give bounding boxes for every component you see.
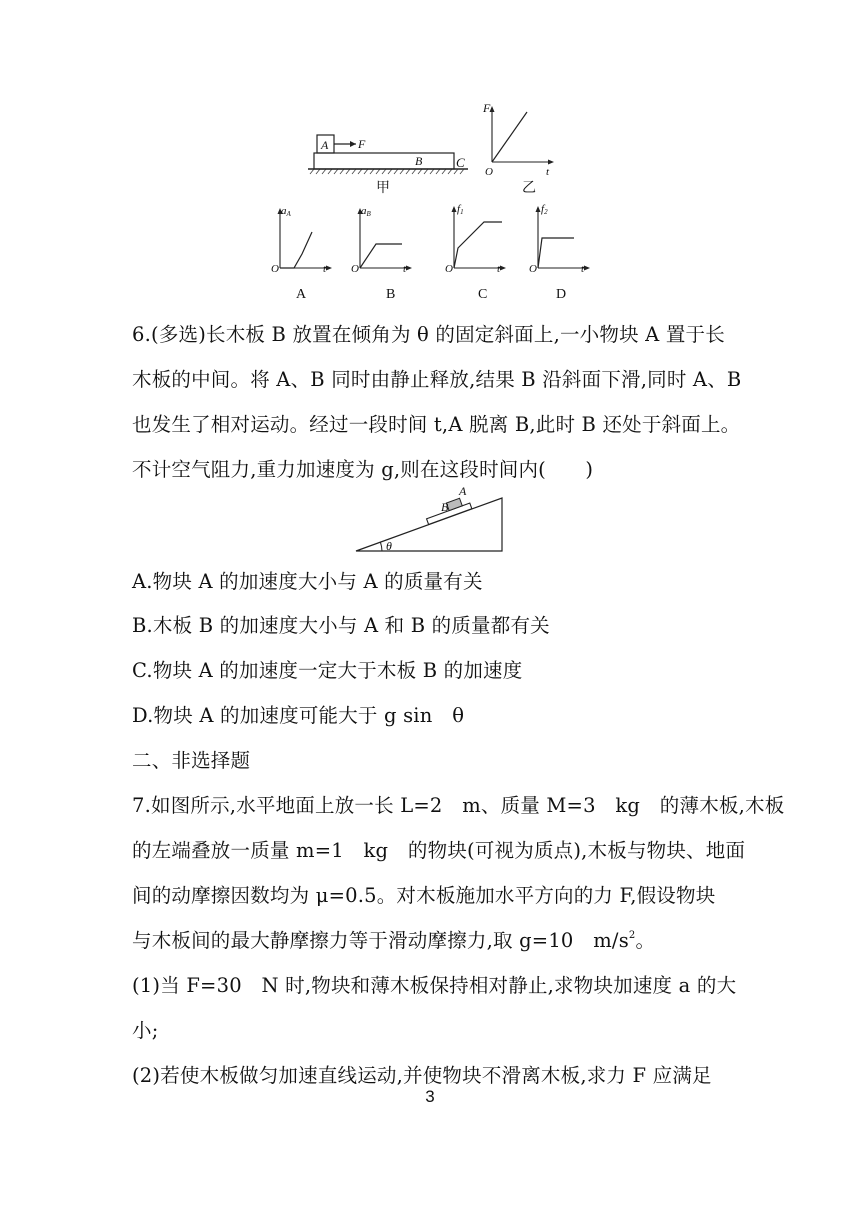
q6-line-4: 不计空气阻力,重力加速度为 g,则在这段时间内( ) xyxy=(132,458,594,481)
q6-option-c: C.物块 A 的加速度一定大于木板 B 的加速度 xyxy=(132,659,523,682)
option-a-y-axis: aA xyxy=(281,205,291,218)
incline-board-b-label: B xyxy=(441,500,449,514)
unit-superscript: 2 xyxy=(628,930,636,941)
figure-incline xyxy=(350,484,510,556)
q6-line-1: 6.(多选)长木板 B 放置在倾角为 θ 的固定斜面上,一小物块 A 置于长 xyxy=(132,323,725,346)
yi-x-axis: t xyxy=(546,166,550,178)
option-c-caption: C xyxy=(478,287,488,302)
block-a-label: A xyxy=(321,138,329,152)
q6-line-3: 也发生了相对运动。经过一段时间 t,A 脱离 B,此时 B 还处于斜面上。 xyxy=(132,413,741,436)
option-a-origin: O xyxy=(271,263,279,275)
option-graph-b xyxy=(346,198,422,306)
section-title: 二、非选择题 xyxy=(132,749,251,772)
page-number: 3 xyxy=(425,1087,435,1106)
option-c-origin: O xyxy=(445,263,453,275)
incline-block-a-label: A xyxy=(459,484,467,498)
option-b-y-axis: aB xyxy=(361,205,371,218)
figure-jia xyxy=(300,128,480,198)
option-b-x-axis: t xyxy=(403,263,407,275)
option-d-caption: D xyxy=(556,287,567,302)
option-d-y-axis: f2 xyxy=(541,203,548,216)
figure-jia-caption: 甲 xyxy=(376,181,390,196)
surface-c-label: C xyxy=(456,155,465,170)
q6-line-2: 木板的中间。将 A、B 同时由静止释放,结果 B 沿斜面下滑,同时 A、B xyxy=(132,368,742,391)
option-c-x-axis: t xyxy=(497,263,501,275)
yi-y-axis: F xyxy=(483,101,491,115)
option-graph-d xyxy=(524,198,600,306)
force-f-label: F xyxy=(358,137,366,151)
figure-yi xyxy=(480,98,562,196)
yi-origin: O xyxy=(485,166,493,178)
option-a-x-axis: t xyxy=(323,263,327,275)
q7-sub1-line-2: 小; xyxy=(132,1019,159,1042)
option-graph-c xyxy=(440,198,516,306)
q7-line-1: 7.如图所示,水平地面上放一长 L=2 m、质量 M=3 kg 的薄木板,木板 xyxy=(132,794,785,817)
option-c-y-axis: f1 xyxy=(457,203,464,216)
figure-yi-caption: 乙 xyxy=(522,181,536,196)
incline-angle-label: θ xyxy=(386,539,392,553)
q7-line-2: 的左端叠放一质量 m=1 kg 的物块(可视为质点),木板与物块、地面 xyxy=(132,839,746,862)
board-b-label: B xyxy=(415,154,423,168)
q7-line-4: 与木板间的最大静摩擦力等于滑动摩擦力,取 g=10 $m/s^2$。 xyxy=(132,929,656,952)
q7-sub1-line-1: (1)当 F=30 N 时,物块和薄木板保持相对静止,求物块加速度 a 的大 xyxy=(132,974,737,997)
q7-line-3: 间的动摩擦因数均为 μ=0.5。对木板施加水平方向的力 F,假设物块 xyxy=(132,884,716,907)
option-a-caption: A xyxy=(296,287,307,302)
option-d-x-axis: t xyxy=(581,263,585,275)
option-b-caption: B xyxy=(386,287,396,302)
q6-option-d: D.物块 A 的加速度可能大于 g sin θ xyxy=(132,704,465,727)
option-d-origin: O xyxy=(529,263,537,275)
q6-option-b: B.木板 B 的加速度大小与 A 和 B 的质量都有关 xyxy=(132,614,550,637)
option-b-origin: O xyxy=(351,263,359,275)
q7-sub2-line-1: (2)若使木板做匀加速直线运动,并使物块不滑离木板,求力 F 应满足 xyxy=(132,1064,712,1087)
option-graph-a xyxy=(266,198,342,306)
q6-option-a: A.物块 A 的加速度大小与 A 的质量有关 xyxy=(132,570,483,593)
